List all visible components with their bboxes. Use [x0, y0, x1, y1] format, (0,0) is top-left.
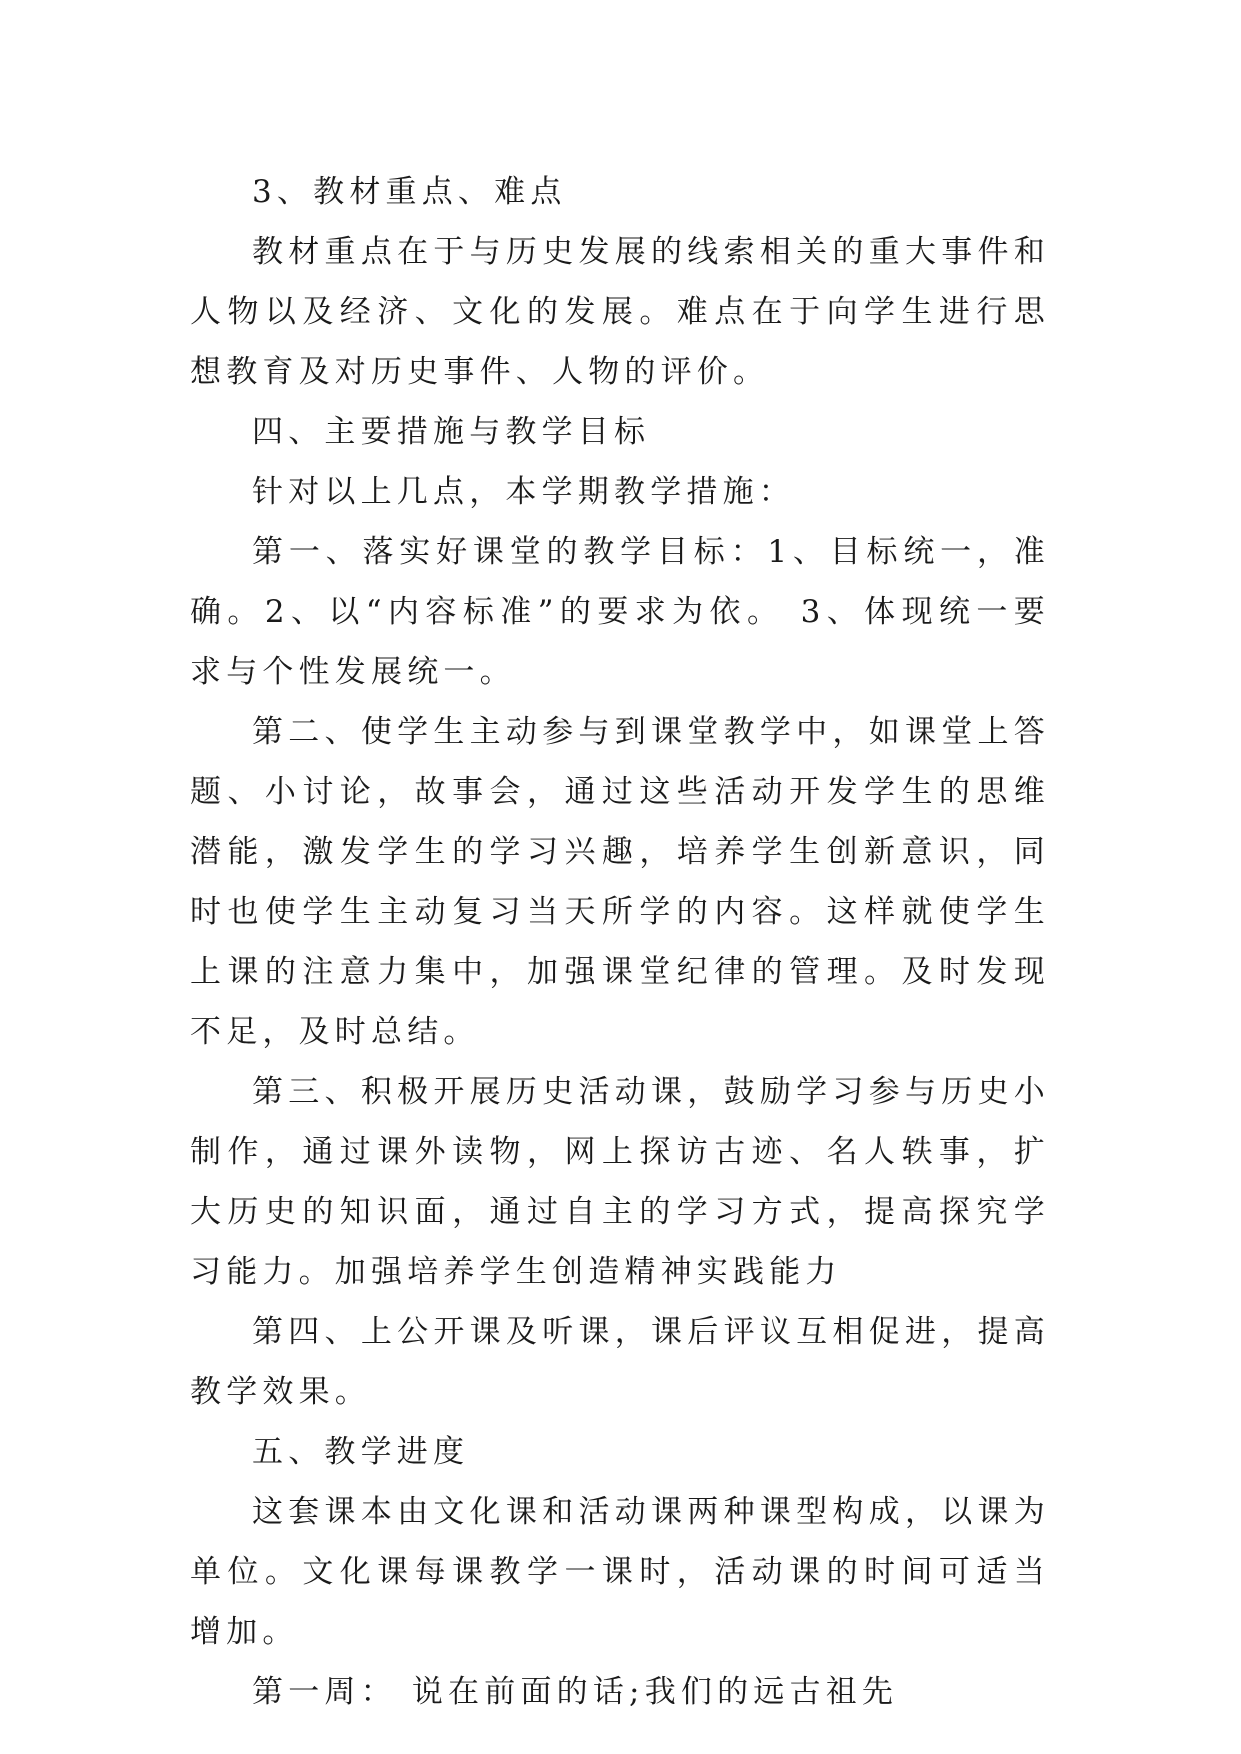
paragraph-measure-3: 第三、积极开展历史活动课，鼓励学习参与历史小制作，通过课外读物，网上探访古迹、名人轶事，扩大历史的知识面，通过自主的学习方式，提高探究学习能力。加强培养学生创造精神实践能力: [190, 1074, 1050, 1290]
section-heading-key-points: 3、教材重点、难点: [252, 174, 567, 210]
paragraph-week-1: 第一周： 说在前面的话;我们的远古祖先: [252, 1674, 899, 1710]
paragraph-measure-2: 第二、使学生主动参与到课堂教学中，如课堂上答题、小讨论，故事会，通过这些活动开发学生的思维潜能，激发学生的学习兴趣，培养学生创新意识，同时也使学生主动复习当天所学的内容。这样就使学生上课的注意力集中，加强课堂纪律的管理。及时发现不足，及时总结。: [190, 714, 1050, 1050]
section-heading-schedule: 五、教学进度: [252, 1434, 470, 1470]
paragraph-measures-intro: 针对以上几点，本学期教学措施：: [252, 474, 795, 510]
document-body: [190, 162, 1050, 1722]
section-heading-measures: 四、主要措施与教学目标: [252, 414, 651, 450]
paragraph-measure-1: 第一、落实好课堂的教学目标：1、目标统一，准确。2、以“内容标准”的要求为依。 3、体现统一要求与个性发展统一。: [190, 534, 1050, 690]
paragraph-schedule-intro: 这套课本由文化课和活动课两种课型构成，以课为单位。文化课每课教学一课时，活动课的时间可适当增加。: [190, 1494, 1050, 1650]
paragraph-measure-4: 第四、上公开课及听课，课后评议互相促进，提高教学效果。: [190, 1314, 1050, 1410]
paragraph-key-points: 教材重点在于与历史发展的线索相关的重大事件和人物以及经济、文化的发展。难点在于向学生进行思想教育及对历史事件、人物的评价。: [190, 234, 1050, 390]
